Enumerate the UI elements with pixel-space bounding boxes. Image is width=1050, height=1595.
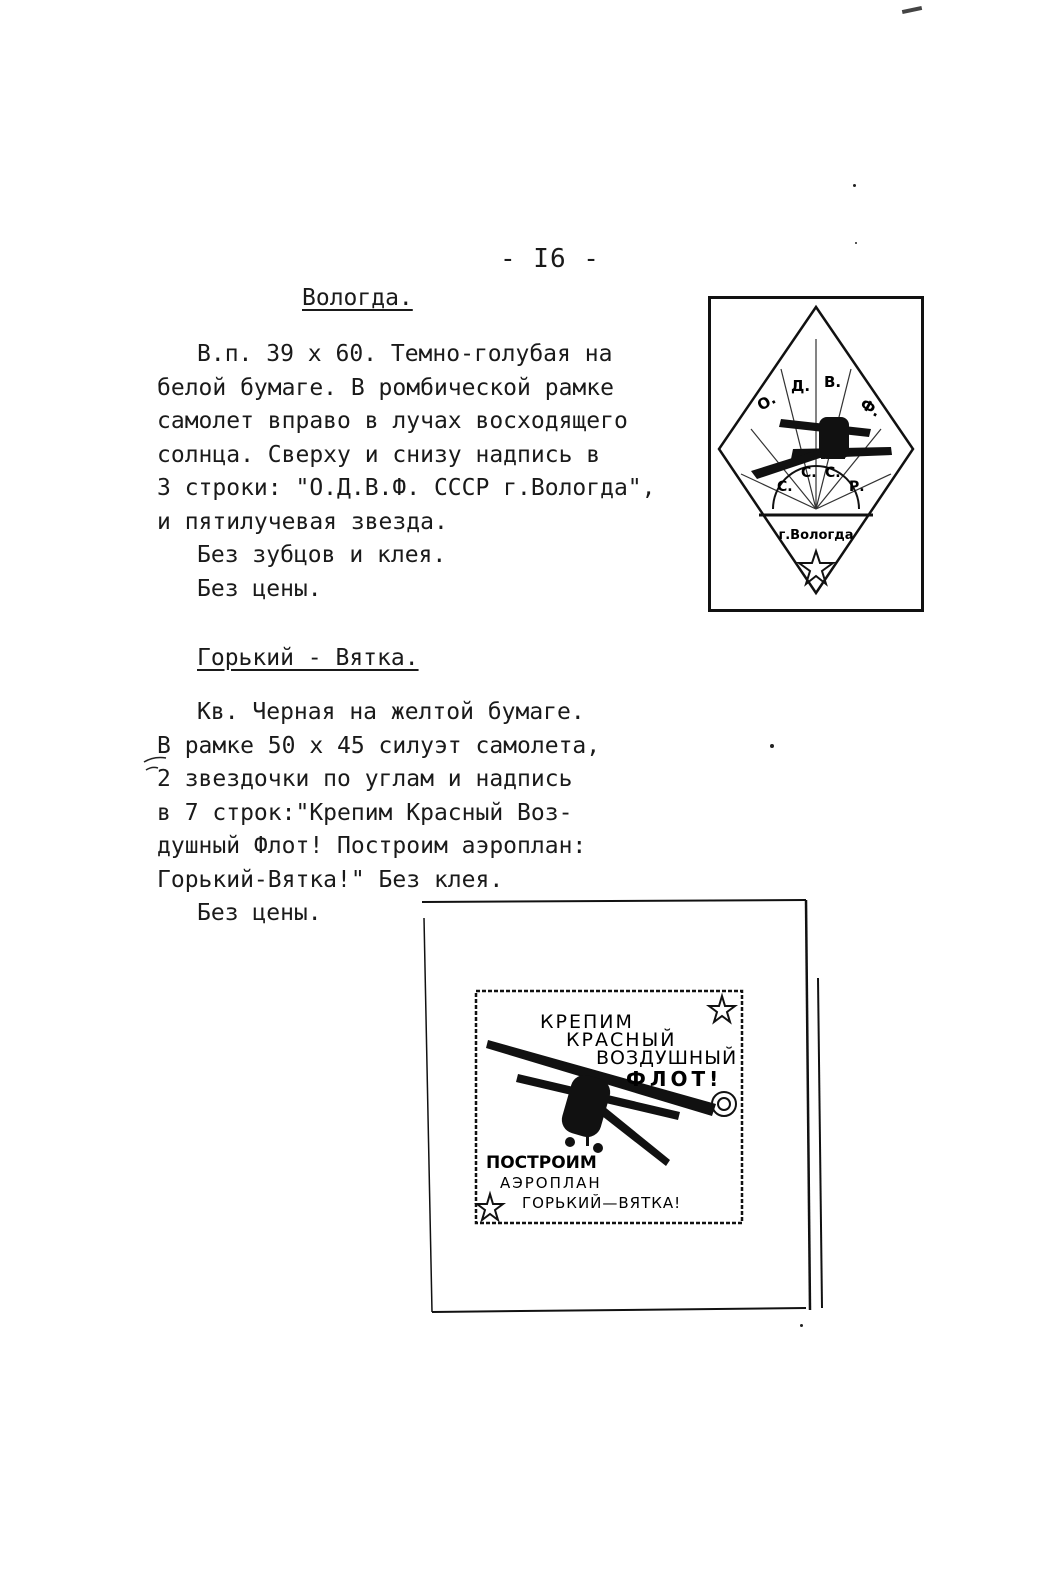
- section-body-vologda: [157, 338, 656, 606]
- text-line: самолет вправо в лучах восходящего: [157, 408, 628, 434]
- stamp-gorky-vyatka-frame: [420, 898, 824, 1314]
- text-line: белой бумаге. В ромбической рамке: [157, 374, 614, 401]
- letter-r: Р.: [849, 479, 865, 495]
- text-line: В рамке 50 х 45 силуэт самолета,: [157, 732, 601, 759]
- stamp-text-line: ГОРЬКИЙ—ВЯТКА!: [522, 1194, 682, 1212]
- page-number: - I6 -: [500, 244, 600, 274]
- section-heading-vologda: Вологда.: [302, 285, 413, 311]
- scan-speck: [902, 6, 922, 14]
- text-line: душный Флот! Построим аэроплан:: [157, 833, 587, 859]
- letter-s2: С.: [801, 465, 817, 481]
- text-line: 2 звездочки по углам и надпись: [157, 766, 573, 792]
- text-line: Без цены.: [197, 575, 322, 602]
- stamp-text-line: КРЕПИМ: [540, 1011, 634, 1033]
- star-icon: [477, 1194, 503, 1220]
- letter-d: Д.: [791, 377, 811, 395]
- text-line: и пятилучевая звезда.: [157, 508, 448, 535]
- stamp-text-line: ВОЗДУШНЫЙ: [596, 1047, 738, 1069]
- scan-speck: [853, 184, 856, 187]
- section-heading-gorky-vyatka: Горький - Вятка.: [197, 645, 419, 671]
- handwritten-margin-mark: [140, 752, 170, 782]
- scan-speck: [855, 242, 857, 244]
- stamp-text-line: АЭРОПЛАН: [500, 1174, 602, 1192]
- stamp-text-line: ФЛОТ!: [626, 1067, 723, 1091]
- scan-speck: [800, 1324, 803, 1327]
- plane-silhouette-icon: [751, 417, 892, 479]
- letter-f: Ф.: [857, 394, 884, 421]
- section-body-gorky-vyatka: [157, 696, 600, 931]
- letter-s3: С.: [825, 465, 841, 481]
- city-label: г.Вологда: [778, 528, 854, 543]
- text-line: В.п. 39 х 60. Темно-голубая на: [197, 341, 613, 367]
- text-line: Горький-Вятка!" Без клея.: [157, 866, 504, 893]
- text-line: 3 строки: "О.Д.В.Ф. СССР г.Вологда",: [157, 475, 656, 501]
- stamp-gorky-vyatka-image: [420, 898, 824, 1314]
- text-line: в 7 строк:"Крепим Красный Воз-: [157, 799, 573, 826]
- text-line: Кв. Черная на желтой бумаге.: [197, 699, 585, 725]
- letter-o: О.: [754, 389, 779, 415]
- stamp-vologda-frame: [708, 296, 924, 612]
- text-line: солнца. Сверху и снизу надпись в: [157, 441, 601, 468]
- scan-speck: [770, 744, 774, 748]
- text-line: Без цены.: [197, 900, 322, 926]
- letter-s1: С.: [777, 479, 793, 495]
- letter-v: В.: [824, 373, 842, 391]
- stamp-text-line: КРАСНЫЙ: [566, 1029, 677, 1051]
- star-icon: [709, 996, 735, 1022]
- stamp-vologda-image: [711, 299, 921, 609]
- text-line: Без зубцов и клея.: [197, 542, 447, 568]
- stamp-text-line: ПОСТРОИМ: [486, 1153, 597, 1173]
- star-icon: [799, 551, 833, 584]
